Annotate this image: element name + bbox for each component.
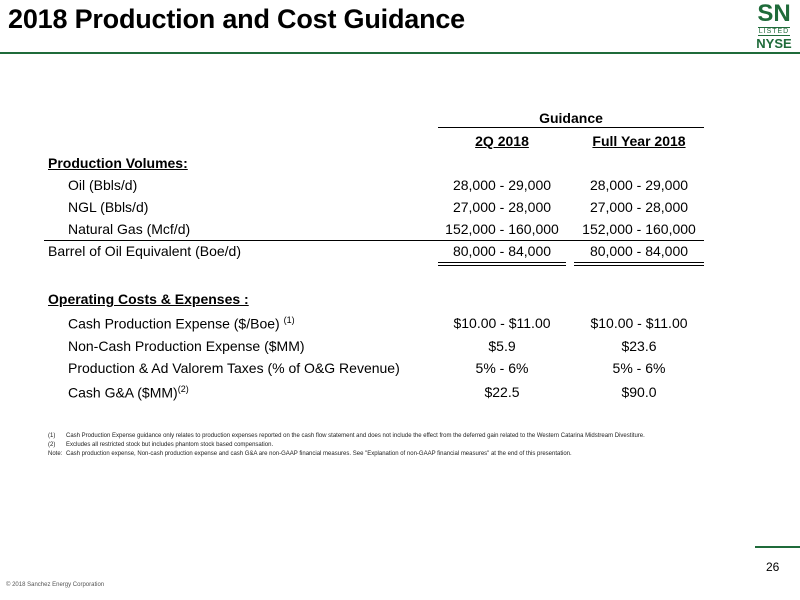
row-value-noncash-2q: $5.9 — [488, 338, 516, 354]
logo-ticker: SN — [757, 0, 791, 27]
production-section-header: Production Volumes: — [48, 155, 188, 171]
copyright-notice: © 2018 Sanchez Energy Corporation — [6, 582, 105, 588]
guidance-header: Guidance — [539, 110, 603, 126]
row-label-natgas: Natural Gas (Mcf/d) — [68, 221, 191, 237]
row-value-taxes-2q: 5% - 6% — [475, 360, 529, 376]
page-title: 2018 Production and Cost Guidance — [8, 4, 465, 34]
row-value-noncash-fy: $23.6 — [621, 338, 657, 354]
total-2q-double-rule-a — [438, 262, 566, 263]
total-row-top-rule — [44, 240, 704, 241]
row-value-natgas-2q: 152,000 - 160,000 — [445, 221, 559, 237]
costs-section-header: Operating Costs & Expenses : — [48, 291, 249, 307]
row-value-ngl-2q: 27,000 - 28,000 — [452, 199, 552, 215]
total-fy-double-rule-b — [574, 265, 704, 266]
row-label-ngl: NGL (Bbls/d) — [68, 199, 149, 215]
row-value-cash-ga-2q: $22.5 — [484, 384, 520, 400]
row-label-cash-prod-expense: Cash Production Expense ($/Boe) $^{(1)}$ — [68, 315, 295, 332]
total-2q-double-rule-b — [438, 265, 566, 266]
row-label-taxes: Production & Ad Valorem Taxes (% of O&G Revenue) — [68, 360, 400, 376]
row-label-noncash-prod-expense: Non-Cash Production Expense ($MM) — [68, 338, 305, 354]
row-label-oil: Oil (Bbls/d) — [68, 177, 138, 193]
row-value-ngl-fy: 27,000 - 28,000 — [589, 199, 689, 215]
row-value-oil-2q: 28,000 - 29,000 — [452, 177, 552, 193]
footnote-2: (2) Excludes all restricted stock but includes phantom stock based compensation. — [48, 442, 274, 448]
row-label-boe-total: Barrel of Oil Equivalent (Boe/d) — [48, 243, 241, 259]
row-value-cash-prod-2q: $10.00 - $11.00 — [453, 315, 551, 331]
row-value-taxes-fy: 5% - 6% — [612, 360, 666, 376]
row-value-natgas-fy: 152,000 - 160,000 — [582, 221, 696, 237]
footnote-note: Note: Cash production expense, Non-cash production expense and cash G&A are non-GAAP financial measures. See "Explanation of non-GAAP financial measures" at the end of this presentation. — [48, 451, 572, 457]
footnote-ref-1: (1) — [283, 315, 295, 325]
row-value-cash-ga-fy: $90.0 — [621, 384, 657, 400]
page-number: 26 — [766, 560, 780, 574]
footnote-1: (1) Cash Production Expense guidance only relates to production expenses reported on the cash flow statement and does not include the effect from the deferred gain related to the Western Catarina Midstream Divestiture. — [48, 433, 645, 439]
guidance-header-rule — [438, 127, 704, 128]
company-logo — [752, 2, 796, 50]
row-value-oil-fy: 28,000 - 29,000 — [589, 177, 689, 193]
logo-exchange: NYSE — [756, 36, 792, 51]
row-value-cash-prod-fy: $10.00 - $11.00 — [590, 315, 688, 331]
footnote-ref-2: (2) — [177, 384, 189, 394]
row-value-boe-2q: 80,000 - 84,000 — [452, 243, 552, 259]
title-divider — [0, 52, 800, 54]
row-value-boe-fy: 80,000 - 84,000 — [589, 243, 689, 259]
footer-divider — [755, 546, 800, 548]
column-header-fy: Full Year 2018 — [592, 133, 686, 149]
row-label-cash-ga: Cash G&A ($MM)$^{(2)}$ — [68, 384, 189, 401]
column-header-2q: 2Q 2018 — [475, 133, 529, 149]
logo-listed: LISTED — [758, 28, 790, 35]
total-fy-double-rule-a — [574, 262, 704, 263]
